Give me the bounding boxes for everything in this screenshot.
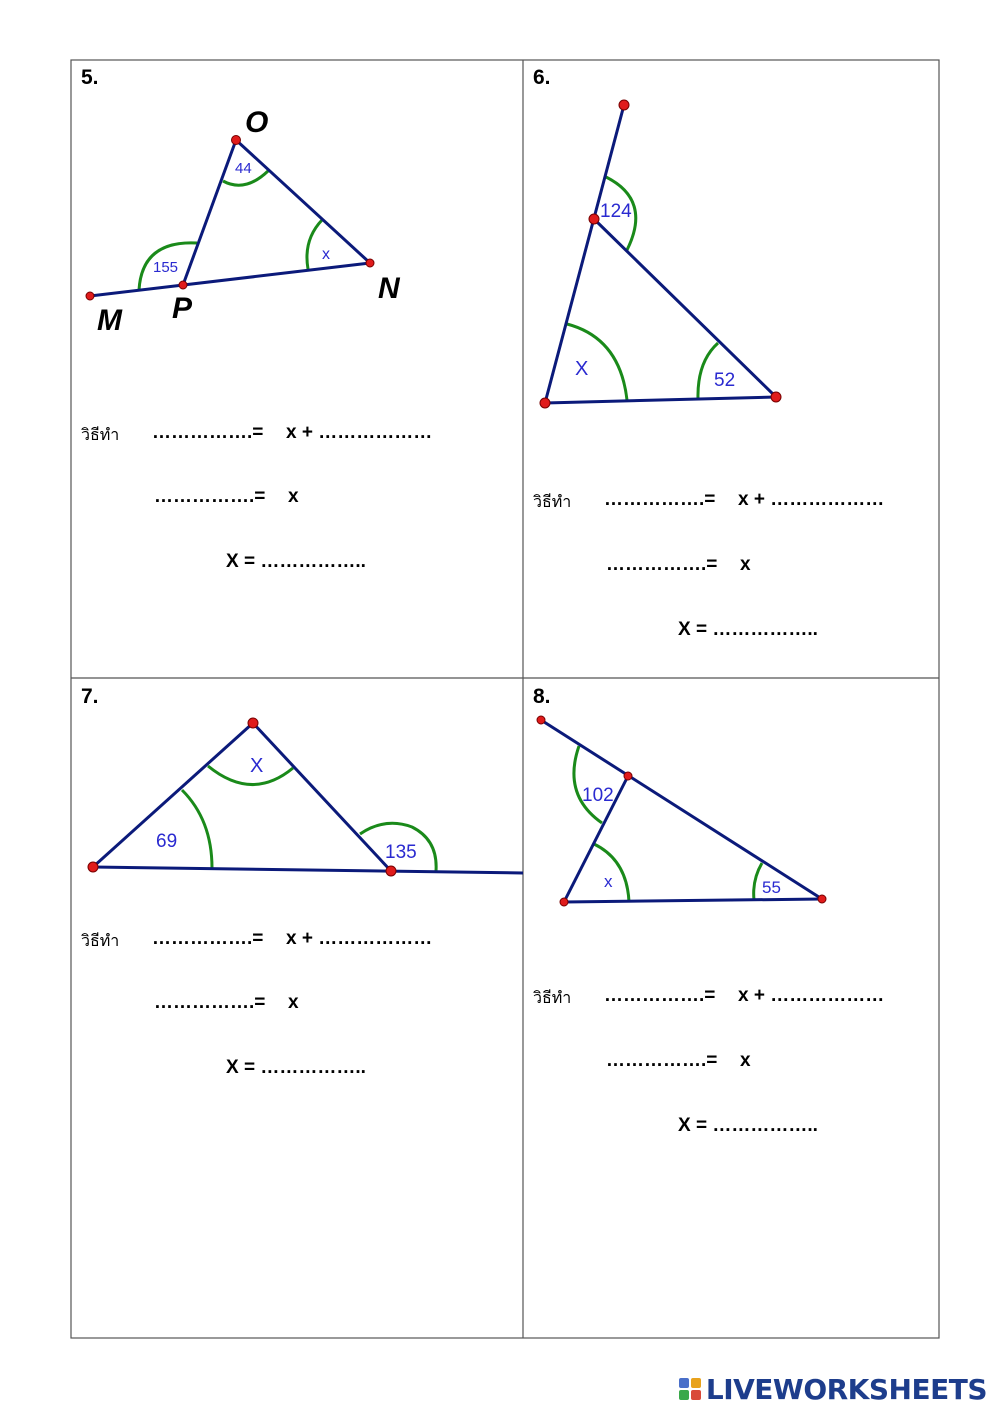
problem-8-number: 8. [533, 685, 551, 708]
work-line1-right: x + ……………… [738, 489, 885, 510]
work-label: วิธีทำ [81, 933, 120, 950]
problem-8-arc-55 [754, 863, 762, 900]
problem-7-angle-69: 69 [156, 831, 178, 852]
work-label: วิธีทำ [533, 990, 572, 1007]
problem-6-angle-exterior: 124 [600, 201, 632, 222]
work-line2-left: …………….= [154, 486, 266, 507]
label-M: M [97, 304, 122, 337]
work-line1-left: …………….= [604, 489, 716, 510]
work-line3: X = …………….. [226, 1057, 366, 1078]
work-line1-right: x + ……………… [286, 422, 433, 443]
work-line1-right: x + ……………… [738, 985, 885, 1006]
label-P: P [172, 292, 193, 325]
work-line2-left: …………….= [606, 554, 718, 575]
problem-6-angle-52: 52 [714, 370, 736, 391]
work-line2-right: x [740, 554, 751, 575]
work-label: วิธีทำ [533, 494, 572, 511]
problem-6-angle-unknown: X [575, 358, 589, 380]
liveworksheets-logo [678, 1373, 987, 1405]
work-line1-left: …………….= [152, 928, 264, 949]
problem-8-angle-102: 102 [582, 785, 614, 806]
work-line3: X = …………….. [226, 551, 366, 572]
work-label: วิธีทำ [81, 427, 120, 444]
problem-8-angle-55: 55 [762, 878, 781, 897]
problem-7-angle-top: X [250, 755, 264, 777]
label-O: O [245, 106, 269, 139]
work-line1-left: …………….= [152, 422, 264, 443]
work-line2-right: x [288, 992, 299, 1013]
work-line2-right: x [740, 1050, 751, 1071]
liveworksheets-logo-icon [678, 1377, 702, 1401]
problem-7-angle-135: 135 [385, 842, 417, 863]
problem-6-number: 6. [533, 66, 551, 89]
problem-5-angle-exterior: 155 [153, 259, 179, 276]
work-line2-right: x [288, 486, 299, 507]
work-line3: X = …………….. [678, 1115, 818, 1136]
work-line3: X = …………….. [678, 619, 818, 640]
label-N: N [378, 272, 400, 305]
work-line2-left: …………….= [154, 992, 266, 1013]
work-line1-right: x + ……………… [286, 928, 433, 949]
work-line1-left: …………….= [604, 985, 716, 1006]
liveworksheets-logo-text: LIVEWORKSHEETS [705, 1372, 987, 1406]
problem-5-angle-unknown: x [322, 246, 330, 263]
work-line2-left: …………….= [606, 1050, 718, 1071]
problem-7-number: 7. [81, 685, 99, 708]
problem-5-angle-top: 44 [235, 160, 252, 177]
problem-8-angle-unknown: x [604, 872, 613, 891]
problem-5-number: 5. [81, 66, 99, 89]
